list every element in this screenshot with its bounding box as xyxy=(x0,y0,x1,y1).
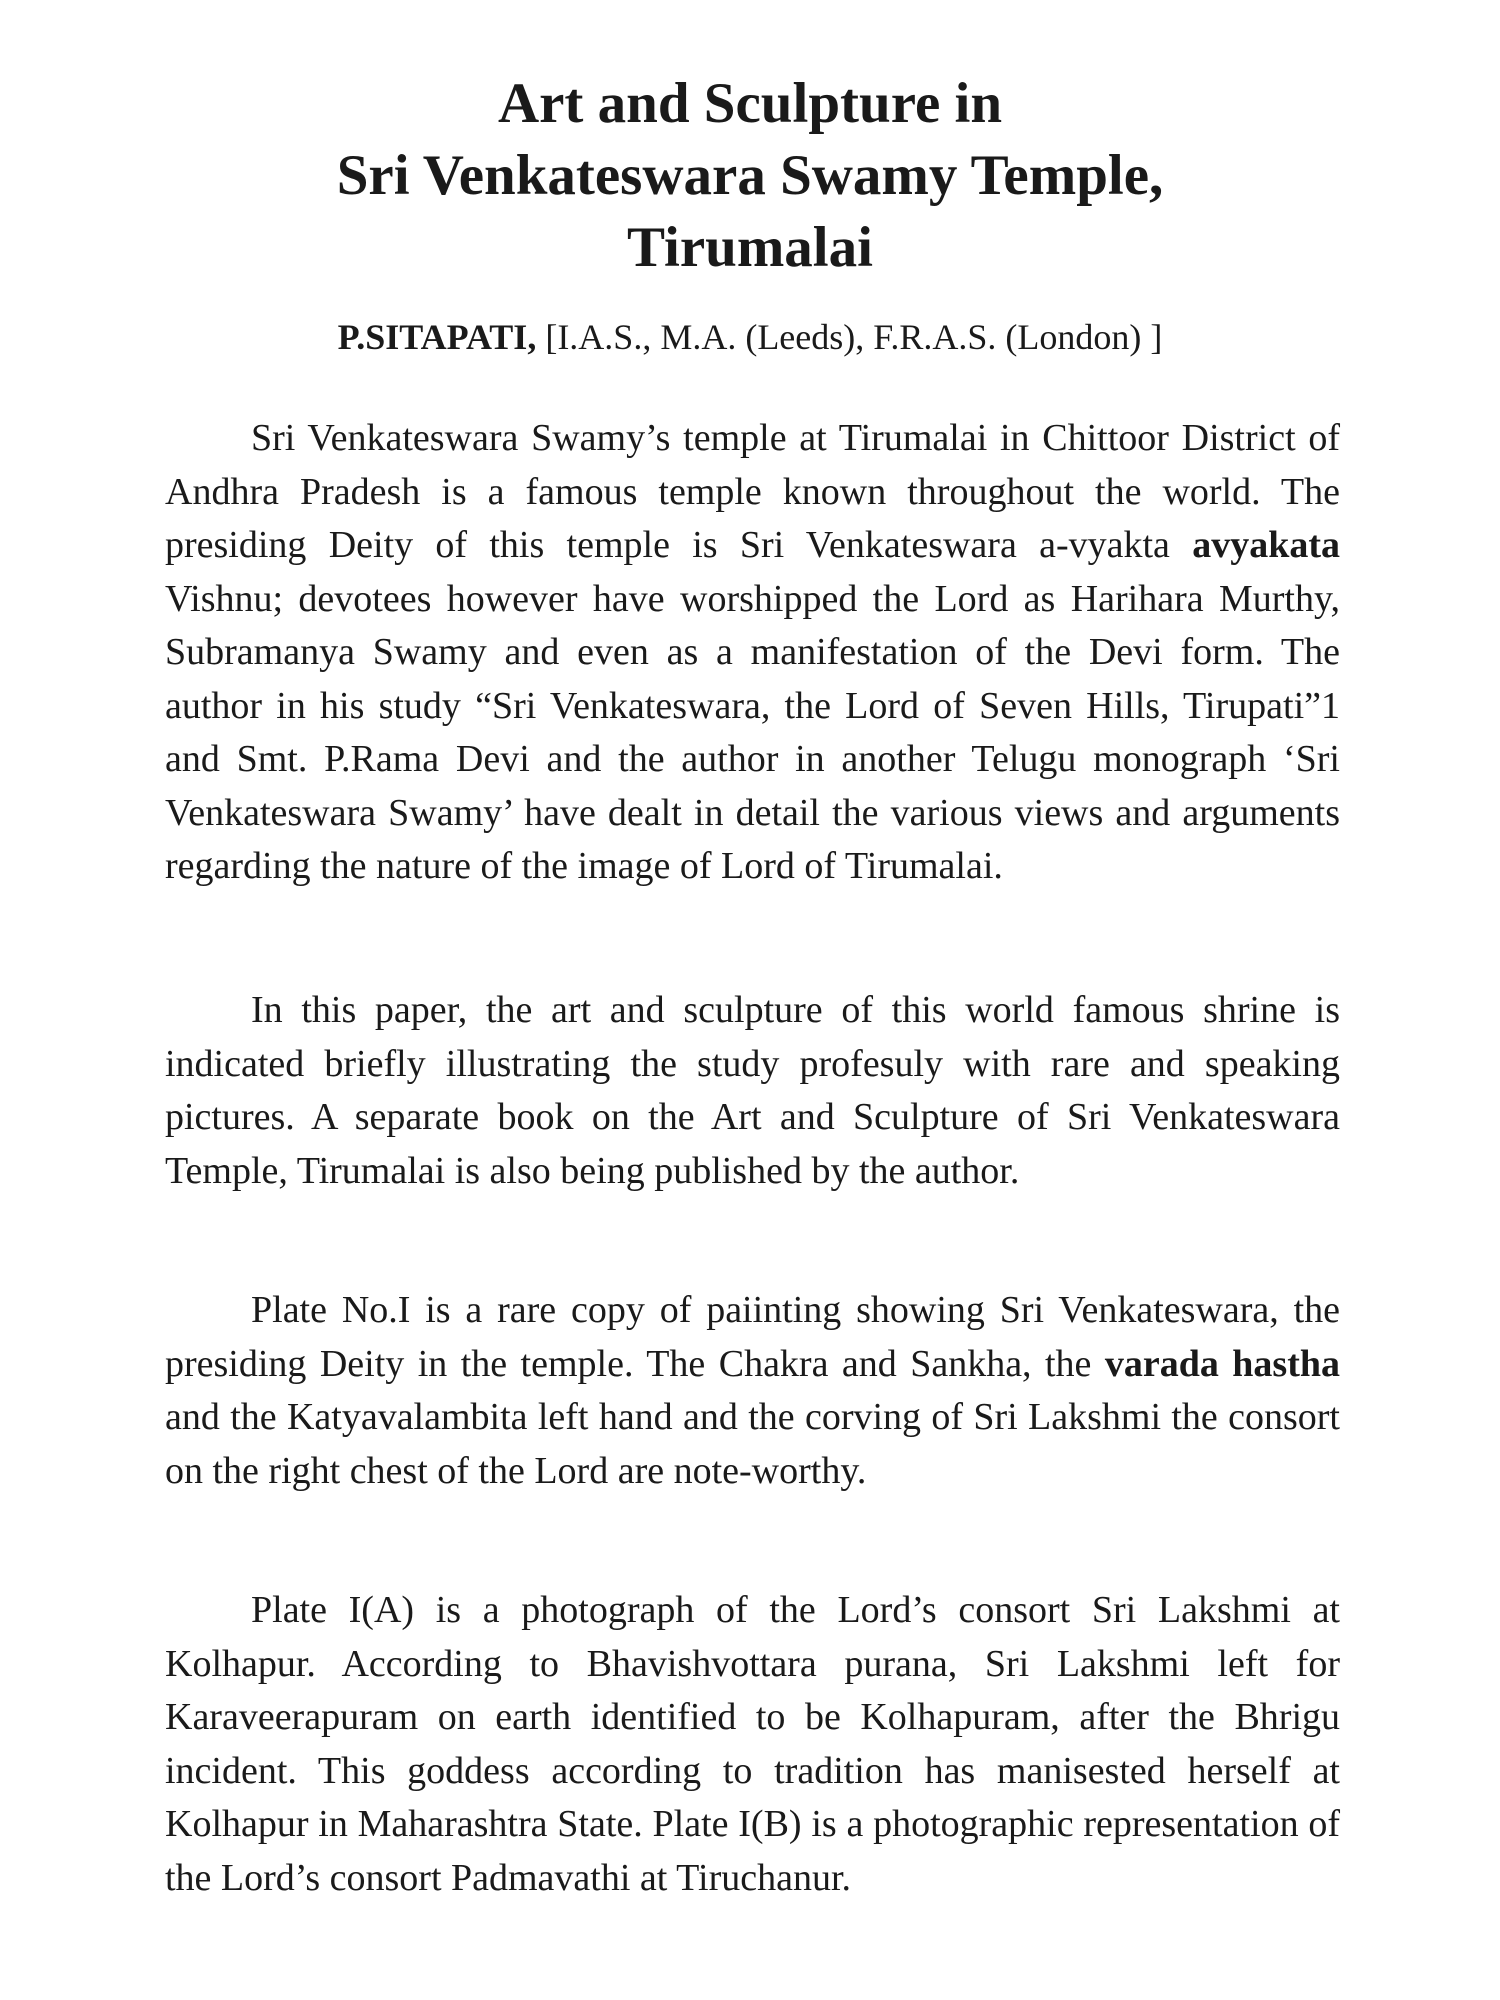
paragraph-2-text: In this paper, the art and sculpture of this world famous shrine is indicated briefly illustrating the study profesuly with rare and speaking pictures. A separate book on the Art and Sculpture of Sri Venkateswara Temple, Tirumalai is also being published by the author. xyxy=(165,989,1340,1192)
author-name: P.SITAPATI, xyxy=(337,317,537,357)
paragraph-2 xyxy=(165,984,1340,1198)
paragraph-3-text-b: and the Katyavalambita left hand and the corving of Sri Lakshmi the consort on the right chest of the Lord are note-worthy. xyxy=(165,1396,1340,1492)
paragraph-1-text-b: Vishnu; devotees however have worshipped the Lord as Harihara Murthy, Subramanya Swamy and even as a manifestation of the Devi form. The author in his study “Sri Venkateswara, the Lord of Seven Hills, Tirupati”1 and Smt. P.Rama Devi and the author in another Telugu monograph ‘Sri Venkateswara Swamy’ have dealt in detail the various views and arguments regarding the nature of the image of Lord of Tirumalai. xyxy=(165,577,1340,887)
paragraph-1 xyxy=(165,412,1340,894)
paragraph-4 xyxy=(165,1584,1340,1905)
paragraph-3-bold-term: varada hastha xyxy=(1104,1342,1341,1385)
author-credentials: [I.A.S., M.A. (Leeds), F.R.A.S. (London) ] xyxy=(545,317,1163,357)
title-line-3: Tirumalai xyxy=(627,216,873,279)
paragraph-1-text-a: Sri Venkateswara Swamy’s temple at Tirumalai in Chittoor District of Andhra Pradesh is a famous temple known throughout the world. The presiding Deity of this temple is Sri Venkateswara a-vyakta xyxy=(165,417,1340,566)
author-line xyxy=(150,315,1350,359)
paragraph-4-text: Plate I(A) is a photograph of the Lord’s consort Sri Lakshmi at Kolhapur. According to Bhavishvottara purana, Sri Lakshmi left for Karaveerapuram on earth identified to be Kolhapuram, after the Bhrigu incident. This goddess according to tradition has manisested herself at Kolhapur in Maharashtra State. Plate I(B) is a photographic representation of the Lord’s consort Padmavathi at Tiruchanur. xyxy=(165,1589,1340,1899)
title-line-2: Sri Venkateswara Swamy Temple, xyxy=(336,144,1164,207)
paragraph-3-text-a: Plate No.I is a rare copy of paiinting showing Sri Venkateswara, the presiding Deity in the temple. The Chakra and Sankha, the xyxy=(165,1289,1340,1385)
paragraph-3 xyxy=(165,1284,1340,1498)
title-line-1: Art and Sculpture in xyxy=(497,72,1003,135)
page-title xyxy=(150,68,1350,284)
paragraph-1-bold-term: avyakata xyxy=(1192,524,1340,566)
